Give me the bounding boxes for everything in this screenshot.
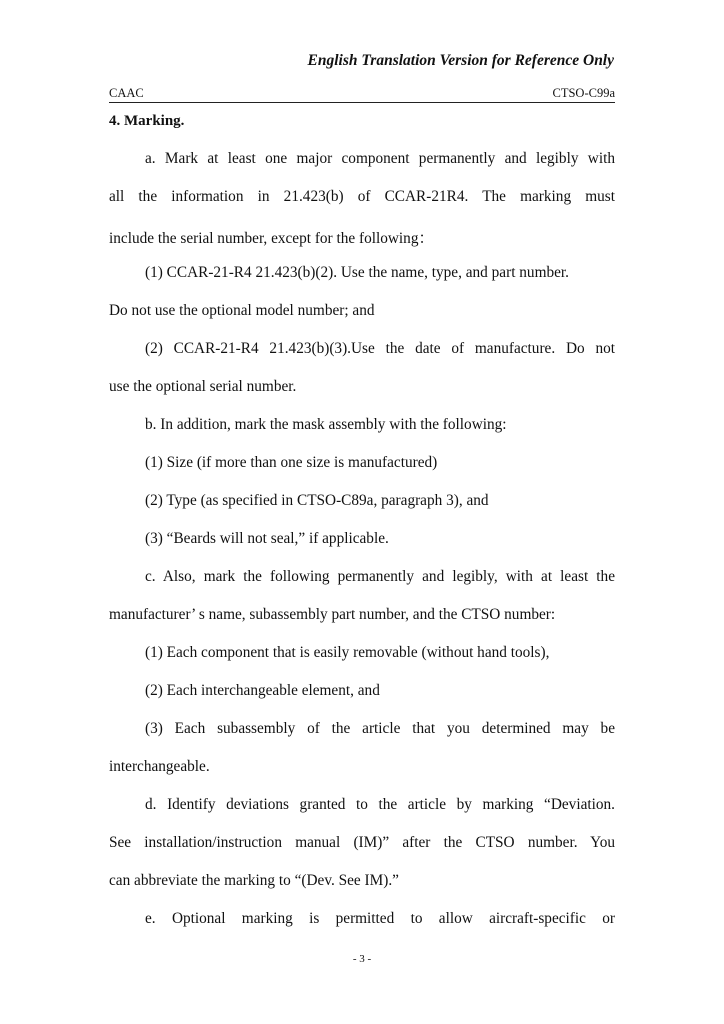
header-org: CAAC: [109, 86, 144, 100]
paragraph-line: (3) “Beards will not seal,” if applicable.: [145, 530, 389, 547]
paragraph-line: can abbreviate the marking to “(Dev. See IM).”: [109, 872, 399, 889]
paragraph-line: (3) Each subassembly of the article that you determined may be: [145, 720, 615, 737]
paragraph-line: Do not use the optional model number; and: [109, 302, 375, 319]
paragraph-line: a. Mark at least one major component permanently and legibly with: [145, 150, 615, 167]
paragraph-line: use the optional serial number.: [109, 378, 297, 395]
paragraph-line: d. Identify deviations granted to the article by marking “Deviation.: [145, 796, 615, 813]
running-header: [109, 86, 615, 103]
paragraph-line: (2) Each interchangeable element, and: [145, 682, 380, 699]
paragraph-line: (2) CCAR-21-R4 21.423(b)(3).Use the date of manufacture. Do not: [145, 340, 615, 357]
paragraph-line: manufacturer’ s name, subassembly part number, and the CTSO number:: [109, 606, 556, 623]
paragraph-line: See installation/instruction manual (IM)” after the CTSO number. You: [109, 834, 615, 851]
paragraph-line: (1) CCAR-21-R4 21.423(b)(2). Use the name, type, and part number.: [145, 264, 569, 281]
paragraph-line: all the information in 21.423(b) of CCAR-21R4. The marking must: [109, 188, 615, 205]
paragraph-line: b. In addition, mark the mask assembly with the following:: [145, 416, 507, 433]
paragraph-line: include the serial number, except for the following：: [109, 230, 434, 247]
paragraph-line: (1) Each component that is easily removable (without hand tools),: [145, 644, 550, 661]
translation-banner: English Translation Version for Reference Only: [307, 52, 614, 69]
paragraph-line: (2) Type (as specified in CTSO-C89a, paragraph 3), and: [145, 492, 489, 509]
paragraph-line: (1) Size (if more than one size is manufactured): [145, 454, 438, 471]
paragraph-line: c. Also, mark the following permanently and legibly, with at least the: [145, 568, 615, 585]
page-number: - 3 -: [352, 953, 372, 965]
section-title: 4. Marking.: [109, 113, 185, 129]
paragraph-line: e. Optional marking is permitted to allow aircraft-specific or: [145, 910, 615, 927]
paragraph-line: interchangeable.: [109, 758, 210, 775]
header-doc-id: CTSO-C99a: [552, 86, 615, 100]
